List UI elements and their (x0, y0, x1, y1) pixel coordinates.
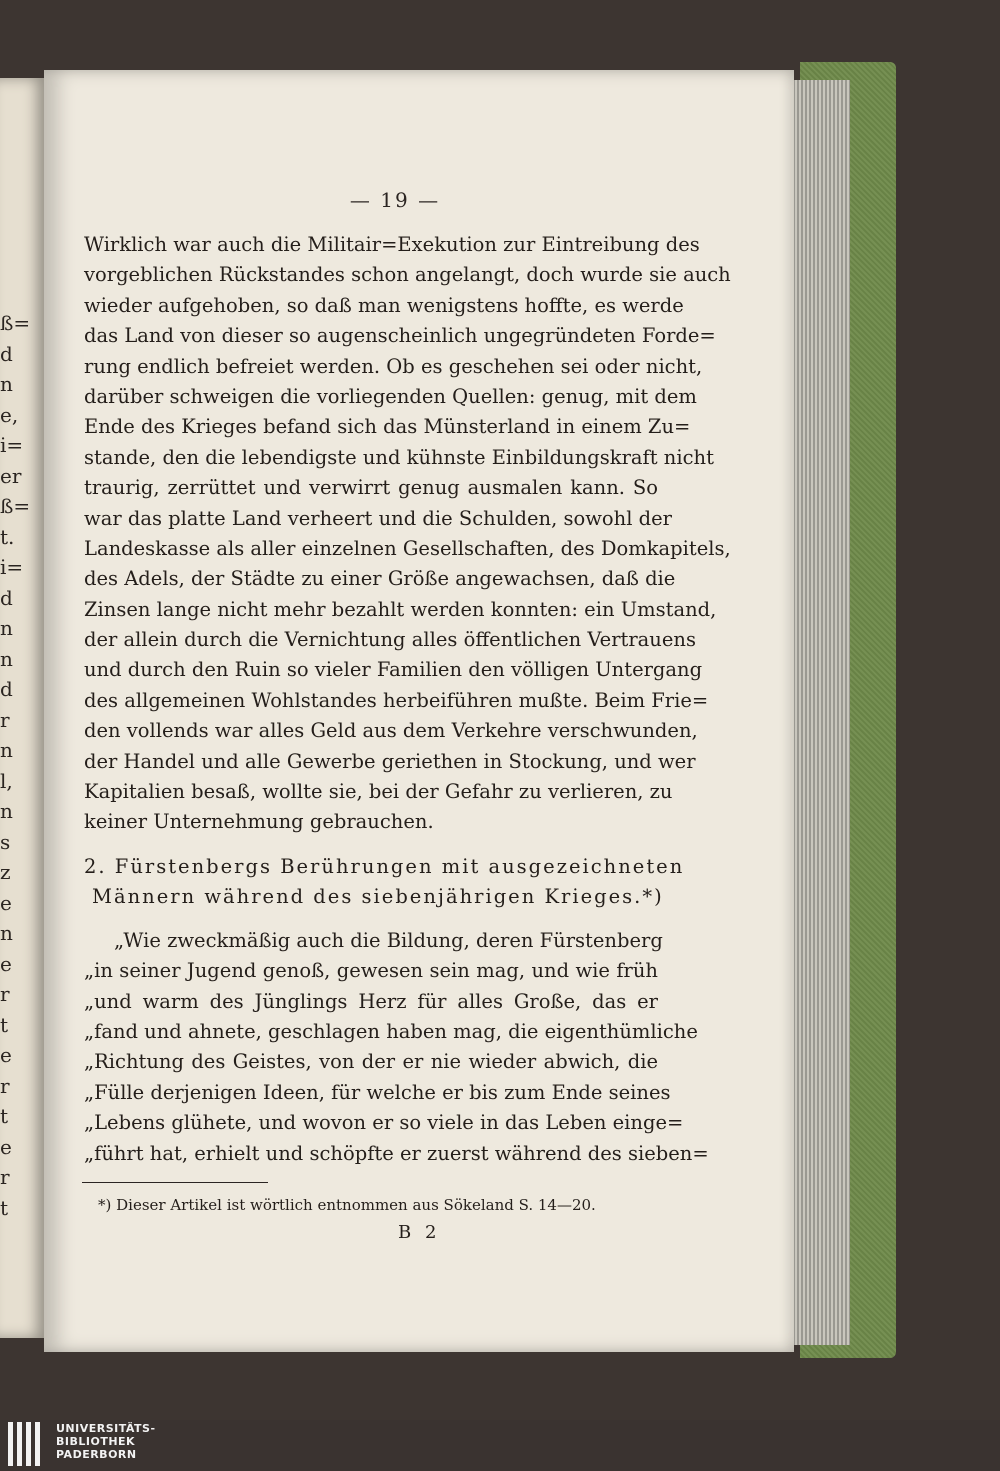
left-page-fragment: e (0, 951, 12, 976)
section-heading-line-2: Männern während des siebenjährigen Krieges.*) (92, 884, 664, 908)
left-page-fragment: s (0, 829, 11, 854)
left-page-fragment: i= (0, 433, 24, 457)
body-line: vorgeblichen Rückstandes schon angelangt, doch wurde sie auch (84, 263, 731, 287)
left-page-fragment: e (0, 890, 12, 915)
quote-line: „in seiner Jugend genoß, gewesen sein mag, und wie früh (84, 959, 658, 983)
left-page-fragment: i= (0, 555, 24, 579)
body-line: Ende des Krieges befand sich das Münsterland in einem Zu= (84, 415, 691, 439)
body-line: Zinsen lange nicht mehr bezahlt werden konnten: ein Umstand, (84, 597, 717, 621)
left-page-fragment: ß= (0, 311, 31, 335)
library-footer (0, 1420, 1000, 1471)
left-page-fragment: r (0, 707, 10, 732)
body-line: darüber schweigen die vorliegenden Quellen: genug, mit dem (84, 384, 697, 408)
left-page-fragment: n (0, 921, 13, 945)
footnote-rule (82, 1182, 268, 1183)
left-page-fragment: d (0, 341, 13, 366)
footnote: *) Dieser Artikel ist wörtlich entnommen aus Sökeland S. 14—20. (98, 1196, 596, 1214)
left-page-fragment: r (0, 1073, 10, 1098)
left-page-fragment: e (0, 1043, 12, 1067)
library-name-line: UNIVERSITÄTS- (56, 1422, 156, 1435)
body-paragraph (84, 230, 731, 838)
body-line: Wirklich war auch die Militair=Exekution zur Eintreibung des (84, 233, 700, 256)
left-page-fragment: d (0, 585, 13, 610)
body-line: der Handel und alle Gewerbe geriethen in Stockung, und wer (84, 749, 696, 773)
left-page-fragment: l, (0, 768, 13, 793)
quote-line: „Fülle derjenigen Ideen, für welche er bis zum Ende seines (84, 1080, 671, 1104)
left-page-fragment: z (0, 860, 11, 884)
body-line: das Land von dieser so augenscheinlich ungegründeten Forde= (84, 324, 716, 348)
library-name-line: PADERBORN (56, 1448, 137, 1461)
body-line: wieder aufgehoben, so daß man wenigstens hoffte, es werde (84, 293, 684, 317)
left-page-fragment: n (0, 799, 13, 823)
section-heading-line-1: 2. Fürstenbergs Berührungen mit ausgezeichneten (84, 854, 685, 878)
quote-paragraph (84, 926, 709, 1169)
quote-line: „führt hat, erhielt und schöpfte er zuerst während des sieben= (84, 1141, 709, 1165)
left-page-fragment: n (0, 372, 13, 396)
body-line: traurig, zerrüttet und verwirrt genug ausmalen kann. So (84, 476, 658, 500)
left-page-fragment: t (0, 1012, 9, 1037)
quote-line: „und warm des Jünglings Herz für alles Große, das er (84, 989, 658, 1013)
library-name (56, 1422, 156, 1461)
left-page-fragment: t (0, 1195, 9, 1220)
library-logo-icon (8, 1422, 42, 1466)
left-page (0, 78, 47, 1338)
left-page-fragment: n (0, 738, 13, 762)
quote-line: „Richtung des Geistes, von der er nie wieder abwich, die (84, 1050, 658, 1074)
body-line: stande, den die lebendigste und kühnste Einbildungskraft nicht (84, 445, 714, 469)
left-page-fragments (0, 308, 31, 1223)
quote-line: „Wie zweckmäßig auch die Bildung, deren Fürstenberg (114, 928, 663, 952)
page-edges (785, 80, 850, 1345)
body-line: rung endlich befreiet werden. Ob es geschehen sei oder nicht, (84, 354, 703, 378)
body-line: den vollends war alles Geld aus dem Verkehre verschwunden, (84, 719, 698, 743)
quote-line: „fand und ahnete, geschlagen haben mag, die eigenthümliche (84, 1019, 698, 1043)
left-page-fragment: t (0, 1104, 9, 1128)
body-line: und durch den Ruin so vieler Familien den völligen Untergang (84, 658, 703, 682)
left-page-fragment: e, (0, 402, 19, 427)
signature-mark: B 2 (398, 1222, 441, 1243)
body-line: Landeskasse als aller einzelnen Gesellschaften, des Domkapitels, (84, 536, 731, 560)
body-line: des Adels, der Städte zu einer Größe angewachsen, daß die (84, 567, 676, 591)
body-line: war das platte Land verheert und die Schulden, sowohl der (84, 506, 672, 530)
body-line: der allein durch die Vernichtung alles öffentlichen Vertrauens (84, 628, 696, 652)
body-line: keiner Unternehmung gebrauchen. (84, 810, 434, 834)
left-page-fragment: d (0, 677, 13, 701)
left-page-fragment: r (0, 1165, 10, 1189)
text-block (84, 230, 731, 1169)
quote-line: „Lebens glühete, und wovon er so viele in das Leben einge= (84, 1111, 684, 1135)
right-page (44, 70, 794, 1352)
left-page-fragment: n (0, 616, 13, 640)
body-line: Kapitalien besaß, wollte sie, bei der Gefahr zu verlieren, zu (84, 780, 673, 804)
left-page-fragment: er (0, 463, 22, 488)
body-line: des allgemeinen Wohlstandes herbeiführen mußte. Beim Frie= (84, 688, 709, 712)
left-page-fragment: e (0, 1134, 12, 1159)
page-number: — 19 — (349, 188, 441, 212)
library-name-line: BIBLIOTHEK (56, 1435, 136, 1448)
left-page-fragment: r (0, 982, 10, 1006)
left-page-fragment: ß= (0, 494, 31, 518)
left-page-fragment: n (0, 646, 13, 671)
left-page-fragment: t. (0, 524, 15, 549)
